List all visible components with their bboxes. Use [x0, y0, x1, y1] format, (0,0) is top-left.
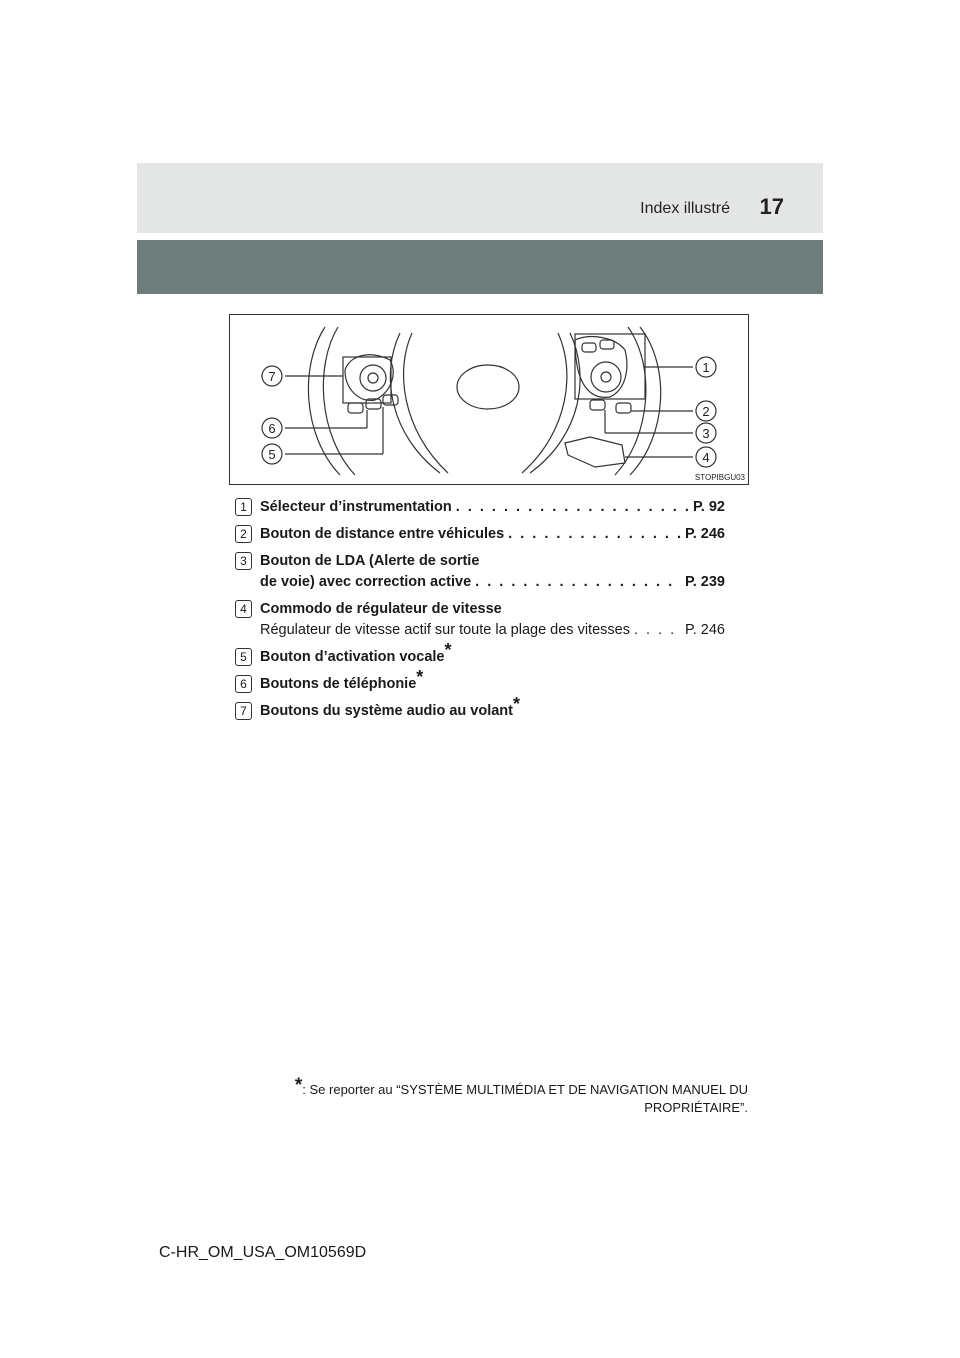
callout-4: 4: [702, 450, 710, 465]
item-number: 7: [235, 702, 252, 720]
footnote: [270, 1077, 748, 1117]
item-label: Boutons du système audio au volant: [260, 703, 513, 719]
header-band: [137, 240, 823, 294]
footnote-text-continued: PROPRIÉTAIRE”.: [644, 1100, 748, 1115]
item-label: Commodo de régulateur de vitesse: [260, 601, 502, 617]
list-item: [235, 524, 725, 545]
list-item: [235, 640, 725, 668]
item-number: 5: [235, 648, 252, 666]
callout-1: 1: [702, 360, 710, 375]
item-number: 3: [235, 552, 252, 570]
item-label: Bouton de distance entre véhicules: [260, 526, 505, 542]
item-label-continued: de voie) avec correction active: [260, 574, 472, 590]
item-label: Boutons de téléphonie: [260, 676, 417, 692]
page-reference-link[interactable]: P. 246: [684, 526, 725, 542]
section-title: Index illustré: [640, 200, 730, 217]
callout-3: 3: [702, 426, 710, 441]
item-number: 1: [235, 498, 252, 516]
footnote-text: : Se reporter au “SYSTÈME MULTIMÉDIA ET DE NAVIGATION MANUEL DU: [302, 1082, 748, 1097]
page-reference-link[interactable]: P. 239: [684, 574, 725, 590]
asterisk-mark: *: [416, 667, 424, 687]
page-number: 17: [759, 194, 784, 219]
steering-wheel-drawing: [230, 315, 750, 486]
callout-6: 6: [268, 421, 276, 436]
page-reference-link[interactable]: P. 92: [693, 499, 725, 515]
figure-code: STOPIBGU03: [694, 473, 745, 482]
item-list: [235, 497, 725, 728]
callout-2: 2: [702, 404, 710, 419]
list-item: [235, 497, 725, 518]
list-item: [235, 694, 725, 722]
footnote-asterisk: *: [294, 1075, 303, 1096]
item-sub-label: Régulateur de vitesse actif sur toute la plage des vitesses: [260, 622, 630, 638]
item-label: Sélecteur d’instrumentation: [260, 499, 452, 515]
list-item: [235, 667, 725, 695]
callout-7: 7: [268, 369, 276, 384]
asterisk-mark: *: [444, 640, 452, 660]
document-code: C-HR_OM_USA_OM10569D: [159, 1244, 367, 1261]
item-number: 6: [235, 675, 252, 693]
item-number: 2: [235, 525, 252, 543]
list-item: [235, 551, 725, 593]
steering-wheel-illustration: [229, 314, 749, 485]
asterisk-mark: *: [512, 694, 520, 714]
item-number: 4: [235, 600, 252, 618]
list-item: [235, 599, 725, 641]
header-bar: [137, 163, 823, 233]
item-label: Bouton d’activation vocale: [260, 649, 445, 665]
page-reference-link[interactable]: P. 246: [684, 622, 725, 638]
item-label: Bouton de LDA (Alerte de sortie: [260, 553, 480, 569]
callout-5: 5: [268, 447, 276, 462]
